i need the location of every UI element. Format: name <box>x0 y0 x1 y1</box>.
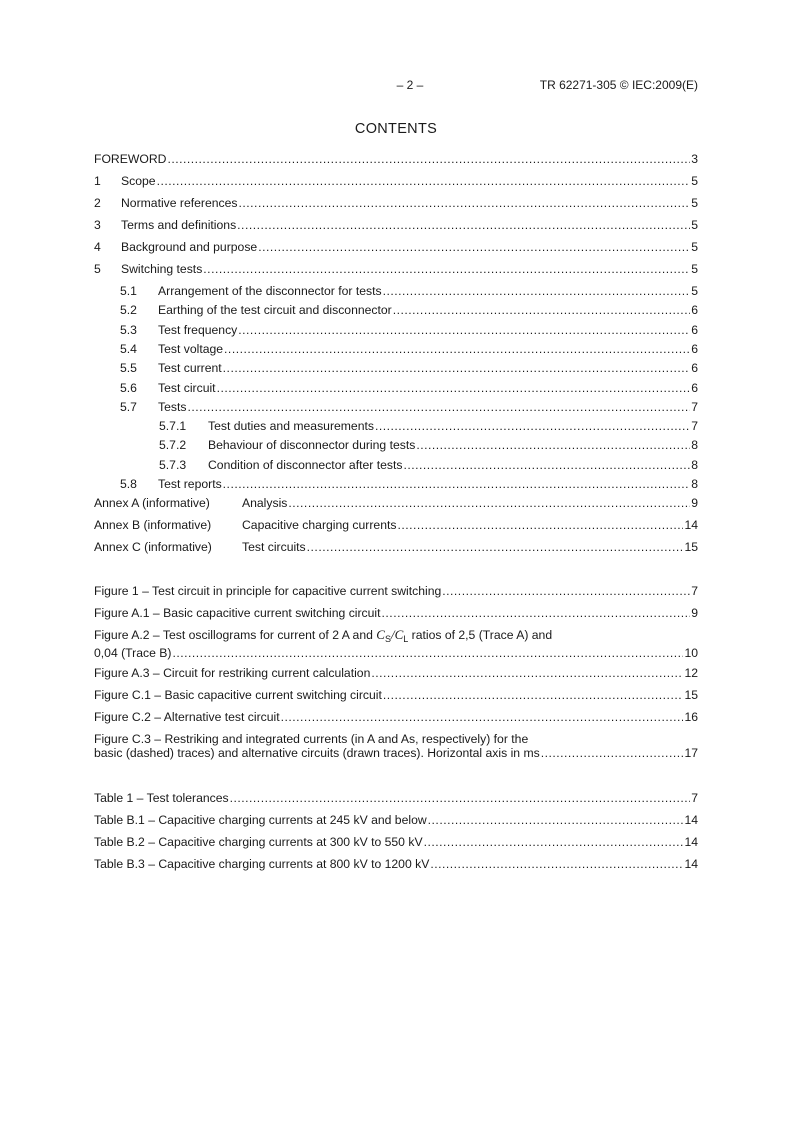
toc-entry-figure[interactable] <box>94 688 698 703</box>
toc-entry-title: Test circuit <box>158 381 216 395</box>
toc-entry-title: FOREWORD <box>94 152 167 166</box>
toc-entry-subsection[interactable] <box>120 303 698 318</box>
leader-dots <box>397 518 683 532</box>
toc-entry-figure[interactable] <box>94 606 698 621</box>
toc-entry-title: basic (dashed) traces) and alternative circuits (drawn traces). Horizontal axis in ms <box>94 746 540 760</box>
toc-entry-page: 5 <box>691 284 698 298</box>
symbol-slash: / <box>390 627 395 642</box>
leader-dots <box>383 284 691 298</box>
toc-entry-title: 0,04 (Trace B) <box>94 646 172 660</box>
toc-entry-title: Condition of disconnector after tests <box>208 458 403 472</box>
toc-entry-section[interactable] <box>94 174 698 189</box>
toc-entry-title: Behaviour of disconnector during tests <box>208 438 416 452</box>
leader-dots <box>403 458 690 472</box>
toc-entry-title: Terms and definitions <box>121 218 237 232</box>
leader-dots <box>203 262 690 276</box>
toc-entry-table[interactable] <box>94 813 698 828</box>
toc-entry-number: 5.3 <box>120 323 137 337</box>
toc-entry-subsection[interactable] <box>120 381 698 396</box>
toc-entry-title: Test current <box>158 361 222 375</box>
toc-entry-page: 7 <box>691 400 698 414</box>
toc-entry-number: 5 <box>94 262 101 276</box>
symbol-letter: C <box>376 627 385 642</box>
leader-dots <box>307 540 684 554</box>
leader-dots <box>442 584 690 598</box>
cs-symbol <box>376 627 408 642</box>
toc-entry-page: 15 <box>684 540 698 554</box>
toc-entry-number: 5.7 <box>120 400 137 414</box>
toc-entry-page: 8 <box>691 458 698 472</box>
leader-dots <box>224 342 690 356</box>
toc-entry-section[interactable] <box>94 240 698 255</box>
page-header <box>94 78 698 94</box>
toc-entry-page: 9 <box>691 496 698 510</box>
toc-entry-number: 2 <box>94 196 101 210</box>
toc-entry-subsubsection[interactable] <box>159 458 698 473</box>
toc-entry-page: 14 <box>684 857 698 871</box>
toc-entry-subsection[interactable] <box>120 284 698 299</box>
leader-dots <box>167 152 690 166</box>
toc-entry-page: 5 <box>691 240 698 254</box>
toc-entry-annex[interactable] <box>94 540 698 555</box>
leader-dots <box>230 791 691 805</box>
toc-entry-subsubsection[interactable] <box>159 419 698 434</box>
toc-entry-page: 6 <box>691 381 698 395</box>
toc-entry-figure[interactable] <box>94 666 698 681</box>
toc-entry-number: 5.7.2 <box>159 438 187 452</box>
toc-entry-number: 5.8 <box>120 477 137 491</box>
toc-entry-title-line2 <box>94 746 698 760</box>
toc-entry-foreword[interactable] <box>94 152 698 167</box>
toc-entry-page: 5 <box>691 174 698 188</box>
toc-entry-title: Figure C.1 – Basic capacitive current switching circuit <box>94 688 382 702</box>
leader-dots <box>288 496 690 510</box>
toc-entry-figure[interactable] <box>94 710 698 725</box>
toc-entry-page: 14 <box>684 813 698 827</box>
leader-dots <box>541 746 684 760</box>
leader-dots <box>187 400 690 414</box>
toc-entry-page: 10 <box>684 646 698 660</box>
toc-entry-section[interactable] <box>94 196 698 211</box>
symbol-letter: C <box>394 627 404 642</box>
toc-entry-title: Table B.1 – Capacitive charging currents at 245 kV and below <box>94 813 427 827</box>
toc-entry-number: 3 <box>94 218 101 232</box>
toc-entry-title: Capacitive charging currents <box>242 518 397 532</box>
toc-entry-subsection[interactable] <box>120 400 698 415</box>
toc-entry-page: 12 <box>684 666 698 680</box>
toc-entry-title: Figure A.1 – Basic capacitive current switching circuit <box>94 606 381 620</box>
leader-dots <box>239 196 691 210</box>
toc-entry-subsection[interactable] <box>120 477 698 492</box>
leader-dots <box>258 240 690 254</box>
leader-dots <box>281 710 684 724</box>
toc-entry-number: 4 <box>94 240 101 254</box>
symbol-subscript: L <box>403 634 409 644</box>
toc-entry-title: Test circuits <box>242 540 306 554</box>
toc-entry-number: 5.7.1 <box>159 419 187 433</box>
toc-entry-page: 7 <box>691 419 698 433</box>
toc-entry-page: 6 <box>691 303 698 317</box>
leader-dots <box>375 419 690 433</box>
toc-entry-title: Background and purpose <box>121 240 258 254</box>
leader-dots <box>371 666 683 680</box>
toc-entry-figure[interactable] <box>94 628 698 658</box>
leader-dots <box>416 438 690 452</box>
toc-entry-page: 5 <box>691 196 698 210</box>
toc-entry-title: Test voltage <box>158 342 224 356</box>
leader-dots <box>428 813 684 827</box>
toc-entry-number: 5.2 <box>120 303 137 317</box>
contents-title: CONTENTS <box>354 121 438 137</box>
annex-label: Annex B (informative) <box>94 518 212 532</box>
toc-entry-title: Analysis <box>242 496 288 510</box>
toc-entry-table[interactable] <box>94 835 698 850</box>
toc-entry-subsubsection[interactable] <box>159 438 698 453</box>
toc-entry-title: Test reports <box>158 477 222 491</box>
toc-entry-subsection[interactable] <box>120 323 698 338</box>
toc-entry-number: 5.4 <box>120 342 137 356</box>
toc-entry-subsection[interactable] <box>120 342 698 357</box>
leader-dots <box>424 835 684 849</box>
toc-entry-title: Tests <box>158 400 187 414</box>
leader-dots <box>157 174 691 188</box>
toc-entry-title: Scope <box>121 174 156 188</box>
toc-entry-figure[interactable] <box>94 584 698 599</box>
toc-entry-title: Test frequency <box>158 323 238 337</box>
toc-entry-number: 5.1 <box>120 284 137 298</box>
toc-entry-page: 17 <box>684 746 698 760</box>
toc-entry-page: 7 <box>691 791 698 805</box>
toc-entry-title: Normative references <box>121 196 238 210</box>
toc-entry-number: 5.6 <box>120 381 137 395</box>
toc-entry-number: 1 <box>94 174 101 188</box>
annex-label: Annex C (informative) <box>94 540 212 554</box>
toc-entry-section[interactable] <box>94 218 698 233</box>
leader-dots <box>223 361 691 375</box>
toc-entry-page: 9 <box>691 606 698 620</box>
toc-entry-title: Figure C.2 – Alternative test circuit <box>94 710 280 724</box>
toc-entry-page: 6 <box>691 323 698 337</box>
leader-dots <box>217 381 691 395</box>
document-reference: TR 62271-305 © IEC:2009(E) <box>539 78 698 92</box>
leader-dots <box>393 303 690 317</box>
leader-dots <box>172 646 683 660</box>
toc-entry-page: 14 <box>684 518 698 532</box>
toc-entry-title: Switching tests <box>121 262 203 276</box>
toc-entry-title: Figure 1 – Test circuit in principle for capacitive current switching <box>94 584 442 598</box>
figure-title-text: ratios of 2,5 (Trace A) and <box>408 628 553 642</box>
toc-entry-number: 5.5 <box>120 361 137 375</box>
leader-dots <box>237 218 690 232</box>
toc-entry-title: Figure A.3 – Circuit for restriking current calculation <box>94 666 371 680</box>
toc-entry-title: Test duties and measurements <box>208 419 374 433</box>
toc-entry-section[interactable] <box>94 262 698 277</box>
leader-dots <box>238 323 690 337</box>
toc-entry-page: 6 <box>691 342 698 356</box>
toc-entry-figure[interactable] <box>94 732 698 762</box>
page-number: – 2 – <box>396 78 424 92</box>
leader-dots <box>223 477 691 491</box>
toc-entry-page: 8 <box>691 477 698 491</box>
toc-entry-title: Arrangement of the disconnector for tests <box>158 284 382 298</box>
annex-label: Annex A (informative) <box>94 496 210 510</box>
toc-entry-title: Table B.3 – Capacitive charging currents at 800 kV to 1200 kV <box>94 857 430 871</box>
leader-dots <box>382 606 691 620</box>
toc-entry-page: 6 <box>691 361 698 375</box>
toc-entry-title: Table B.2 – Capacitive charging currents at 300 kV to 550 kV <box>94 835 423 849</box>
toc-entry-number: 5.7.3 <box>159 458 187 472</box>
toc-entry-page: 16 <box>684 710 698 724</box>
toc-entry-table[interactable] <box>94 791 698 806</box>
toc-entry-title-line2 <box>94 646 698 660</box>
toc-entry-title-line1 <box>94 628 698 646</box>
toc-entry-annex[interactable] <box>94 496 698 511</box>
toc-entry-page: 15 <box>684 688 698 702</box>
figure-title-text: Figure A.2 – Test oscillograms for current of 2 A and <box>94 628 377 642</box>
leader-dots <box>383 688 684 702</box>
toc-entry-title-line1: Figure C.3 – Restriking and integrated currents (in A and As, respectively) for the <box>94 732 529 746</box>
toc-entry-page: 14 <box>684 835 698 849</box>
toc-entry-subsection[interactable] <box>120 361 698 376</box>
toc-entry-page: 5 <box>691 218 698 232</box>
toc-entry-annex[interactable] <box>94 518 698 533</box>
toc-entry-title: Table 1 – Test tolerances <box>94 791 229 805</box>
toc-entry-title: Earthing of the test circuit and disconnector <box>158 303 392 317</box>
symbol-subscript: S <box>384 634 391 644</box>
toc-entry-page: 8 <box>691 438 698 452</box>
leader-dots <box>430 857 683 871</box>
toc-entry-page: 5 <box>691 262 698 276</box>
toc-entry-page: 7 <box>691 584 698 598</box>
toc-entry-page: 3 <box>691 152 698 166</box>
toc-entry-table[interactable] <box>94 857 698 872</box>
